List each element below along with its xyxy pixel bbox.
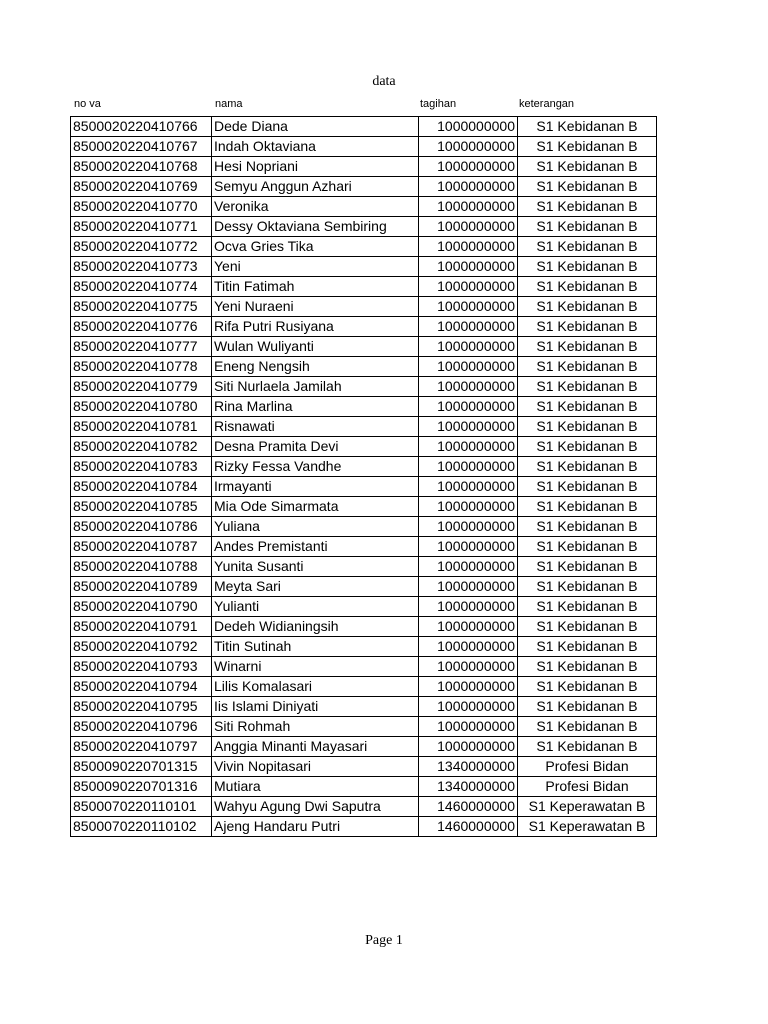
- cell-no-va: 8500020220410768: [71, 157, 212, 177]
- cell-no-va: 8500020220410794: [71, 677, 212, 697]
- table-row: [71, 277, 657, 297]
- cell-nama: Titin Fatimah: [212, 277, 419, 297]
- cell-nama: Yulianti: [212, 597, 419, 617]
- cell-keterangan: S1 Kebidanan B: [518, 397, 657, 417]
- table-row: [71, 777, 657, 797]
- header-no-va: no va: [74, 98, 101, 110]
- cell-tagihan: 1000000000: [419, 297, 518, 317]
- cell-keterangan: S1 Keperawatan B: [518, 797, 657, 817]
- cell-tagihan: 1000000000: [419, 697, 518, 717]
- cell-nama: Iis Islami Diniyati: [212, 697, 419, 717]
- table-row: [71, 417, 657, 437]
- cell-no-va: 8500020220410775: [71, 297, 212, 317]
- cell-no-va: 8500020220410788: [71, 557, 212, 577]
- cell-no-va: 8500020220410779: [71, 377, 212, 397]
- header-tagihan: tagihan: [420, 98, 457, 110]
- cell-no-va: 8500020220410766: [71, 117, 212, 137]
- cell-nama: Rifa Putri Rusiyana: [212, 317, 419, 337]
- cell-keterangan: S1 Kebidanan B: [518, 637, 657, 657]
- cell-keterangan: S1 Kebidanan B: [518, 297, 657, 317]
- table-row: [71, 717, 657, 737]
- cell-no-va: 8500020220410790: [71, 597, 212, 617]
- cell-nama: Lilis Komalasari: [212, 677, 419, 697]
- cell-keterangan: S1 Kebidanan B: [518, 557, 657, 577]
- data-table-body: [71, 117, 657, 837]
- cell-no-va: 8500020220410773: [71, 257, 212, 277]
- cell-tagihan: 1000000000: [419, 477, 518, 497]
- cell-keterangan: S1 Kebidanan B: [518, 177, 657, 197]
- cell-keterangan: S1 Kebidanan B: [518, 737, 657, 757]
- table-row: [71, 477, 657, 497]
- table-row: [71, 377, 657, 397]
- cell-keterangan: S1 Kebidanan B: [518, 717, 657, 737]
- cell-nama: Irmayanti: [212, 477, 419, 497]
- data-table: [70, 116, 657, 837]
- table-row: [71, 177, 657, 197]
- table-row: [71, 637, 657, 657]
- table-row: [71, 497, 657, 517]
- cell-tagihan: 1000000000: [419, 317, 518, 337]
- cell-nama: Desna Pramita Devi: [212, 437, 419, 457]
- cell-tagihan: 1000000000: [419, 537, 518, 557]
- cell-no-va: 8500090220701315: [71, 757, 212, 777]
- cell-nama: Wulan Wuliyanti: [212, 337, 419, 357]
- cell-tagihan: 1000000000: [419, 377, 518, 397]
- table-row: [71, 597, 657, 617]
- cell-no-va: 8500020220410793: [71, 657, 212, 677]
- cell-no-va: 8500020220410769: [71, 177, 212, 197]
- cell-keterangan: S1 Kebidanan B: [518, 677, 657, 697]
- cell-nama: Yuliana: [212, 517, 419, 537]
- cell-keterangan: S1 Kebidanan B: [518, 237, 657, 257]
- cell-nama: Rizky Fessa Vandhe: [212, 457, 419, 477]
- cell-tagihan: 1000000000: [419, 577, 518, 597]
- cell-tagihan: 1000000000: [419, 177, 518, 197]
- cell-tagihan: 1000000000: [419, 397, 518, 417]
- cell-nama: Meyta Sari: [212, 577, 419, 597]
- cell-keterangan: S1 Kebidanan B: [518, 457, 657, 477]
- cell-keterangan: S1 Kebidanan B: [518, 337, 657, 357]
- table-row: [71, 697, 657, 717]
- cell-no-va: 8500020220410777: [71, 337, 212, 357]
- column-headers: [72, 98, 656, 114]
- table-row: [71, 137, 657, 157]
- cell-nama: Winarni: [212, 657, 419, 677]
- cell-tagihan: 1340000000: [419, 757, 518, 777]
- cell-nama: Yeni: [212, 257, 419, 277]
- cell-nama: Semyu Anggun Azhari: [212, 177, 419, 197]
- cell-no-va: 8500020220410782: [71, 437, 212, 457]
- table-row: [71, 457, 657, 477]
- cell-nama: Yunita Susanti: [212, 557, 419, 577]
- cell-nama: Andes Premistanti: [212, 537, 419, 557]
- cell-keterangan: S1 Kebidanan B: [518, 497, 657, 517]
- cell-keterangan: S1 Kebidanan B: [518, 417, 657, 437]
- cell-no-va: 8500020220410797: [71, 737, 212, 757]
- cell-nama: Veronika: [212, 197, 419, 217]
- cell-keterangan: S1 Kebidanan B: [518, 317, 657, 337]
- table-row: [71, 757, 657, 777]
- cell-keterangan: S1 Kebidanan B: [518, 117, 657, 137]
- cell-keterangan: S1 Keperawatan B: [518, 817, 657, 837]
- cell-no-va: 8500020220410796: [71, 717, 212, 737]
- cell-nama: Ocva Gries Tika: [212, 237, 419, 257]
- cell-no-va: 8500070220110101: [71, 797, 212, 817]
- cell-keterangan: Profesi Bidan: [518, 777, 657, 797]
- header-nama: nama: [215, 98, 243, 110]
- cell-no-va: 8500020220410785: [71, 497, 212, 517]
- cell-nama: Dessy Oktaviana Sembiring: [212, 217, 419, 237]
- cell-tagihan: 1000000000: [419, 717, 518, 737]
- cell-no-va: 8500070220110102: [71, 817, 212, 837]
- cell-keterangan: S1 Kebidanan B: [518, 197, 657, 217]
- cell-tagihan: 1000000000: [419, 557, 518, 577]
- cell-tagihan: 1340000000: [419, 777, 518, 797]
- table-row: [71, 797, 657, 817]
- table-row: [71, 677, 657, 697]
- cell-keterangan: S1 Kebidanan B: [518, 657, 657, 677]
- cell-nama: Siti Rohmah: [212, 717, 419, 737]
- cell-nama: Risnawati: [212, 417, 419, 437]
- cell-nama: Hesi Nopriani: [212, 157, 419, 177]
- cell-tagihan: 1000000000: [419, 677, 518, 697]
- cell-tagihan: 1000000000: [419, 637, 518, 657]
- cell-no-va: 8500020220410776: [71, 317, 212, 337]
- cell-tagihan: 1000000000: [419, 737, 518, 757]
- cell-tagihan: 1000000000: [419, 657, 518, 677]
- table-row: [71, 257, 657, 277]
- cell-no-va: 8500020220410770: [71, 197, 212, 217]
- cell-nama: Rina Marlina: [212, 397, 419, 417]
- cell-no-va: 8500020220410784: [71, 477, 212, 497]
- sheet-title: data: [372, 74, 396, 89]
- table-row: [71, 657, 657, 677]
- cell-nama: Vivin Nopitasari: [212, 757, 419, 777]
- cell-nama: Dede Diana: [212, 117, 419, 137]
- cell-tagihan: 1460000000: [419, 817, 518, 837]
- cell-keterangan: S1 Kebidanan B: [518, 357, 657, 377]
- table-row: [71, 557, 657, 577]
- cell-no-va: 8500020220410778: [71, 357, 212, 377]
- cell-nama: Titin Sutinah: [212, 637, 419, 657]
- cell-no-va: 8500020220410774: [71, 277, 212, 297]
- cell-nama: Indah Oktaviana: [212, 137, 419, 157]
- cell-tagihan: 1460000000: [419, 797, 518, 817]
- cell-tagihan: 1000000000: [419, 457, 518, 477]
- cell-keterangan: S1 Kebidanan B: [518, 577, 657, 597]
- table-row: [71, 197, 657, 217]
- cell-nama: Anggia Minanti Mayasari: [212, 737, 419, 757]
- cell-nama: Mia Ode Simarmata: [212, 497, 419, 517]
- cell-no-va: 8500020220410780: [71, 397, 212, 417]
- header-keterangan: keterangan: [519, 98, 575, 110]
- cell-keterangan: S1 Kebidanan B: [518, 617, 657, 637]
- cell-no-va: 8500090220701316: [71, 777, 212, 797]
- table-row: [71, 297, 657, 317]
- cell-nama: Siti Nurlaela Jamilah: [212, 377, 419, 397]
- table-row: [71, 237, 657, 257]
- cell-no-va: 8500020220410783: [71, 457, 212, 477]
- cell-tagihan: 1000000000: [419, 217, 518, 237]
- table-row: [71, 217, 657, 237]
- table-row: [71, 337, 657, 357]
- cell-tagihan: 1000000000: [419, 497, 518, 517]
- cell-no-va: 8500020220410781: [71, 417, 212, 437]
- page-number: Page 1: [365, 933, 403, 948]
- table-row: [71, 117, 657, 137]
- cell-no-va: 8500020220410772: [71, 237, 212, 257]
- table-row: [71, 577, 657, 597]
- table-row: [71, 737, 657, 757]
- table-row: [71, 397, 657, 417]
- table-row: [71, 157, 657, 177]
- table-row: [71, 517, 657, 537]
- cell-keterangan: S1 Kebidanan B: [518, 217, 657, 237]
- cell-keterangan: S1 Kebidanan B: [518, 597, 657, 617]
- cell-keterangan: S1 Kebidanan B: [518, 437, 657, 457]
- cell-nama: Mutiara: [212, 777, 419, 797]
- cell-keterangan: S1 Kebidanan B: [518, 697, 657, 717]
- cell-nama: Dedeh Widianingsih: [212, 617, 419, 637]
- cell-nama: Eneng Nengsih: [212, 357, 419, 377]
- cell-no-va: 8500020220410789: [71, 577, 212, 597]
- cell-no-va: 8500020220410767: [71, 137, 212, 157]
- table-row: [71, 617, 657, 637]
- cell-tagihan: 1000000000: [419, 417, 518, 437]
- cell-tagihan: 1000000000: [419, 157, 518, 177]
- cell-nama: Yeni Nuraeni: [212, 297, 419, 317]
- cell-no-va: 8500020220410792: [71, 637, 212, 657]
- cell-no-va: 8500020220410795: [71, 697, 212, 717]
- cell-no-va: 8500020220410787: [71, 537, 212, 557]
- cell-tagihan: 1000000000: [419, 337, 518, 357]
- cell-keterangan: S1 Kebidanan B: [518, 477, 657, 497]
- cell-keterangan: S1 Kebidanan B: [518, 257, 657, 277]
- cell-tagihan: 1000000000: [419, 237, 518, 257]
- cell-tagihan: 1000000000: [419, 137, 518, 157]
- cell-nama: Ajeng Handaru Putri: [212, 817, 419, 837]
- cell-tagihan: 1000000000: [419, 517, 518, 537]
- cell-tagihan: 1000000000: [419, 617, 518, 637]
- cell-tagihan: 1000000000: [419, 357, 518, 377]
- cell-no-va: 8500020220410771: [71, 217, 212, 237]
- cell-keterangan: S1 Kebidanan B: [518, 157, 657, 177]
- table-row: [71, 317, 657, 337]
- cell-keterangan: S1 Kebidanan B: [518, 277, 657, 297]
- cell-keterangan: S1 Kebidanan B: [518, 377, 657, 397]
- table-row: [71, 817, 657, 837]
- cell-tagihan: 1000000000: [419, 437, 518, 457]
- cell-keterangan: S1 Kebidanan B: [518, 137, 657, 157]
- cell-keterangan: Profesi Bidan: [518, 757, 657, 777]
- table-row: [71, 537, 657, 557]
- cell-tagihan: 1000000000: [419, 197, 518, 217]
- cell-keterangan: S1 Kebidanan B: [518, 517, 657, 537]
- cell-tagihan: 1000000000: [419, 117, 518, 137]
- cell-no-va: 8500020220410786: [71, 517, 212, 537]
- cell-no-va: 8500020220410791: [71, 617, 212, 637]
- cell-nama: Wahyu Agung Dwi Saputra: [212, 797, 419, 817]
- cell-tagihan: 1000000000: [419, 257, 518, 277]
- cell-keterangan: S1 Kebidanan B: [518, 537, 657, 557]
- table-row: [71, 357, 657, 377]
- cell-tagihan: 1000000000: [419, 277, 518, 297]
- table-row: [71, 437, 657, 457]
- cell-tagihan: 1000000000: [419, 597, 518, 617]
